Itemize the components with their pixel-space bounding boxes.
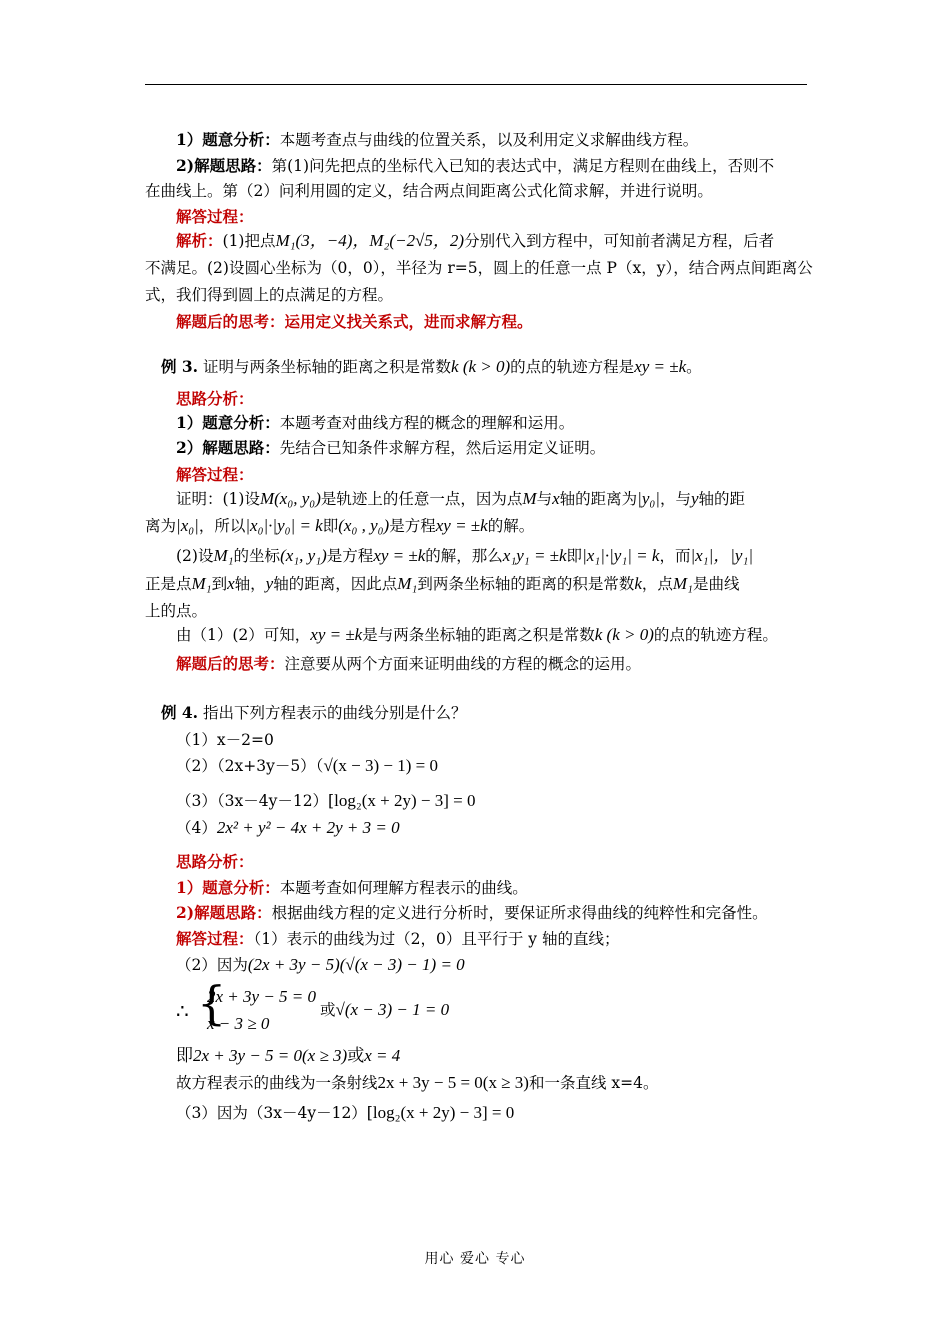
math-symbol: M [522,489,537,508]
math-expression: x − 3 ≥ 0 [207,1014,270,1033]
reflection-label: 解题后的思考： [176,312,285,331]
analysis-label: 1）题意分析： [176,130,280,149]
proof-line-5 [145,600,207,622]
math-symbol: x [227,574,235,593]
process-heading [176,464,254,486]
proof-text: 的点的轨迹方程。 [653,626,778,644]
system-eq-1 [207,986,316,1008]
proof-text: 由（1）(2）可知， [176,626,311,644]
idea-heading [176,851,254,873]
idea-text: 先结合已知条件求解方程，然后运用定义证明。 [279,439,606,457]
analysis-text: 本题考查如何理解方程表示的曲线。 [279,879,528,897]
idea-text: 第(1)问先把点的坐标代入已知的表达式中，满足方程则在曲线上，否则不 [271,157,775,175]
proof-text: 的坐标 [233,547,281,565]
example-text: 。 [686,358,702,376]
reflection-text: 运用定义找关系式，进而求解方程。 [284,312,533,331]
item-text: （3）（3x－4y－12）[ [176,792,335,810]
result-text: 即 [176,1046,193,1066]
math-equation: xy = ±k [634,357,687,376]
math-expression: √(x − 3) − 1) = 0 [323,756,439,775]
therefore-text: ∴ [176,999,189,1023]
item-3 [176,790,476,812]
proof-text: 是与两条坐标轴的距离之积是常数 [362,626,595,644]
process-label: 解答过程： [176,465,254,484]
final-line [176,1072,658,1094]
solution-line-1 [176,230,774,252]
proof-text: 轴， [234,575,266,593]
math-symbol: M₁ [213,546,234,565]
example-text: 指出下列方程表示的曲线分别是什么？ [203,704,467,722]
solution-line-2 [145,257,813,279]
idea-label: 2）解题思路： [176,438,280,457]
analysis-line [176,129,698,151]
header-rule [145,84,807,85]
math-expression: √(x − 3) − 1 = 0 [335,1000,450,1019]
solution-text: 不满足。(2)设圆心坐标为（0，0），半径为 r=5，圆上的任意一点 P（x，y），结合两点间距离公 [145,259,813,277]
item-text: （4） [176,819,217,837]
proof-text: (2)设 [176,547,214,565]
math-symbol: y [690,489,699,508]
item-text: （2）（2x+3y－5）（ [176,757,324,775]
proof-text: 到两条坐标轴的距离的积是常数 [417,575,635,593]
example-text: 的点的轨迹方程是 [510,358,635,376]
math-abs: |y₀| [637,489,660,508]
math-condition: k (k > 0) [594,625,654,644]
math-product: |x₁|·|y₁| = k [582,546,660,565]
item-2 [176,755,438,777]
math-condition: k (k > 0) [451,357,511,376]
proof-text: 正是点 [145,575,192,593]
brace-icon: { [197,976,227,1030]
reflection-line [176,653,641,675]
proof-text: 的解。 [487,517,535,535]
math-expression: 2x + 3y − 5 = 0 [207,987,317,1006]
analysis-label: 1）题意分析： [176,878,280,897]
step-3 [176,1102,514,1124]
proof-text: 即 [322,517,339,535]
math-equation: xy = ±k [373,546,426,565]
system-eq-2 [207,1013,269,1035]
analysis-label: 1）题意分析： [176,413,280,432]
solution-label: 解析： [176,231,223,250]
item-text: （1）x－2=0 [176,731,274,749]
proof-text: 即 [566,547,583,565]
system-alt [320,999,449,1021]
idea-line-2 [145,180,713,202]
final-text: 故方程表示的曲线为一条射线 [176,1074,378,1092]
proof-line-3 [176,545,753,567]
proof-text: 轴的距离为 [559,490,638,508]
proof-text: ，与 [659,490,691,508]
math-symbol: y [265,574,274,593]
math-abs: |x₀| [176,516,199,535]
proof-text: 是曲线 [692,575,740,593]
math-symbol: M₁ [191,574,212,593]
or-text: 或 [320,1001,336,1019]
idea-text-2: 在曲线上。第（2）问利用圆的定义，结合两点间距离公式化简求解，并进行说明。 [145,182,713,200]
math-point: (x₀ , y₀) [338,516,390,535]
idea-line [176,155,774,177]
math-equation: x₁y₁ = ±k [502,546,567,565]
math-expression: 2x + 3y − 5 = 0(x ≥ 3) [193,1046,348,1065]
process-heading [176,206,254,228]
idea-label: 2)解题思路： [176,156,272,175]
example-label: 例 3. [161,357,199,376]
reflection-label: 解题后的思考： [176,654,285,673]
proof-line-2 [145,515,534,537]
idea-label: 2)解题思路： [176,903,272,922]
proof-text: 是方程 [326,547,374,565]
math-symbol: k [634,574,642,593]
proof-line-1 [176,488,745,510]
page-footer: 用心 爱心 专心 [424,1251,526,1267]
idea-line [176,437,605,459]
math-symbol: M₁ [397,574,418,593]
conclusion-line [176,624,778,646]
proof-text: 到 [211,575,228,593]
idea-heading-label: 思路分析： [176,852,254,871]
math-abs: |x₁|，|y₁| [690,546,754,565]
example3-title [161,356,702,378]
idea-line [176,902,768,924]
math-expression: log₂(x + 2y) − 3] = 0 [372,1103,515,1122]
process-label: 解答过程： [176,207,254,226]
proof-text: 是轨迹上的任意一点，因为点 [320,490,523,508]
process-text: （1）表示的曲线为过（2，0）且平行于 y 轴的直线； [253,930,620,948]
idea-heading [176,388,254,410]
proof-text: 证明：(1)设 [176,490,260,508]
process-line [176,928,619,950]
analysis-line [176,412,574,434]
math-expression: 2x + 3y − 5 = 0(x ≥ 3) [377,1073,529,1092]
step-text: （2）因为 [176,956,248,974]
therefore-symbol [176,1000,189,1022]
solution-text: 分别代入到方程中，可知前者满足方程，后者 [464,232,775,250]
proof-text: ，点 [641,575,673,593]
item-1 [176,729,274,751]
proof-text: 是方程 [389,517,436,535]
math-equation: xy = ±k [435,516,488,535]
solution-line-3 [145,284,393,306]
analysis-text: 本题考查点与曲线的位置关系，以及利用定义求解曲线方程。 [279,131,699,149]
example-label: 例 4. [161,703,199,722]
example4-title [161,702,467,724]
final-text: 和一条直线 x=4。 [528,1074,659,1092]
proof-text: ，所以 [198,517,246,535]
process-label: 解答过程： [176,929,254,948]
analysis-text: 本题考查对曲线方程的概念的理解和运用。 [279,414,575,432]
point-m1: M₁(3，−4)， [275,231,370,250]
proof-line-4 [145,573,739,595]
point-m2: M₂(−2√5，2) [369,231,465,250]
example-text: 证明与两条坐标轴的距离之积是常数 [203,358,452,376]
proof-text: 与 [536,490,553,508]
math-expression: (2x + 3y − 5)(√(x − 3) − 1) = 0 [247,955,465,974]
analysis-line [176,877,528,899]
math-equation: xy = ±k [310,625,363,644]
idea-text: 根据曲线方程的定义进行分析时，要保证所求得曲线的纯粹性和完备性。 [271,904,768,922]
math-symbol: M₁ [672,574,693,593]
proof-text: ，而 [659,547,691,565]
math-point: (x₁, y₁) [280,546,327,565]
solution-text: (1)把点 [222,232,276,250]
math-expression: 2x² + y² − 4x + 2y + 3 = 0 [216,818,400,837]
result-line [176,1045,400,1067]
reflection-line [176,311,533,333]
result-text: 或 [347,1046,365,1066]
math-expression: log₂(x + 2y) − 3] = 0 [334,791,476,810]
step-text: （3）因为（3x－4y－12）[ [176,1104,373,1122]
proof-text: 上的点。 [145,602,208,620]
proof-text: 轴的距离，因此点 [273,575,398,593]
math-product: |x₀|·|y₀| = k [245,516,323,535]
math-expression: x = 4 [364,1046,401,1065]
solution-text: 式，我们得到圆上的点满足的方程。 [145,286,394,304]
idea-heading-label: 思路分析： [176,389,254,408]
step-2 [176,954,465,976]
proof-text: 的解，那么 [425,547,503,565]
proof-text: 轴的距 [698,490,746,508]
math-point: M(x₀, y₀) [259,489,321,508]
proof-text: 离为 [145,517,177,535]
item-4 [176,817,400,839]
math-symbol: x [552,489,560,508]
reflection-text: 注意要从两个方面来证明曲线的方程的概念的运用。 [284,655,642,673]
